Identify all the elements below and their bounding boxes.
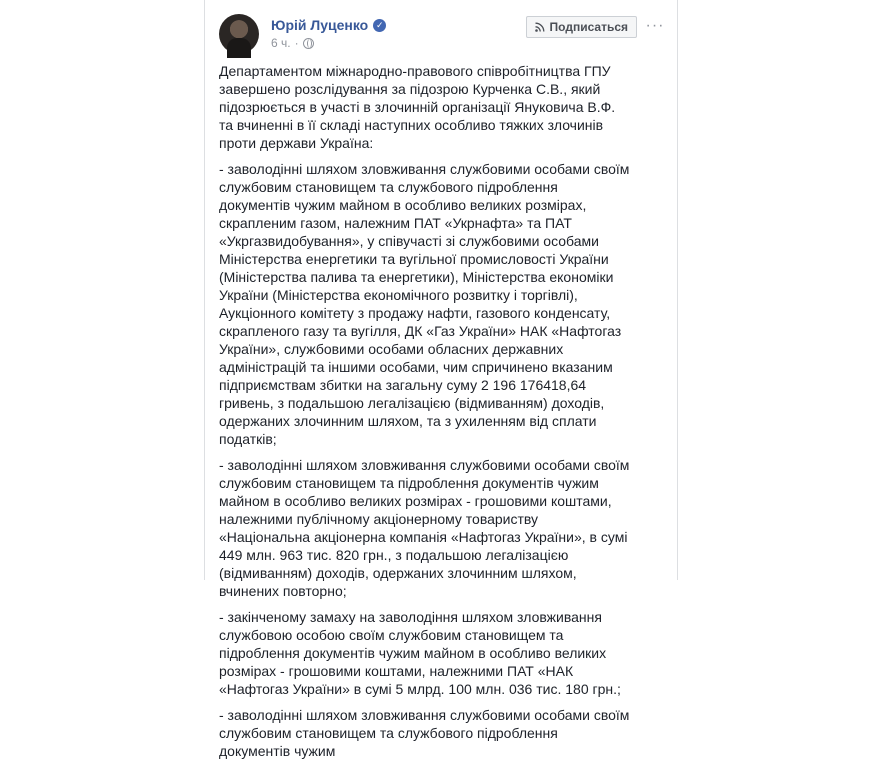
post-paragraph: Департаментом міжнародно-правового співробітництва ГПУ завершено розслідування за підозрою Курченка С.В., який підозрюється в участі в злочинній організації Януковича В.Ф. та вчиненні в її складі наступних особливо тяжких злочинів проти держави Україна: <box>219 63 616 151</box>
subscribe-label: Подписаться <box>549 20 628 34</box>
post-timestamp[interactable]: 6 ч. <box>271 36 291 50</box>
author-name-link[interactable]: Юрій Луценко <box>271 17 369 33</box>
post-paragraph: - заволодінні шляхом зловживання службовими особами своїм службовим становищем та службового підроблення документів чужим майном в особливо великих розмірах, скрапленим газом, належним ПАТ «Укрнафта» та ПАТ «Укргазвидобування», у співучасті зі службовими особами Міністерства енергетики та вугільної промисловості України (Міністерства палива та енергетики), Міністерства економіки України (Міністерства економічного розвитку і торгівлі), Аукціонного комітету з продажу нафти, газового конденсату, скрапленого газу та вугілля, ДК «Газ України» НАК «Нафтогаз України», службовими особами обласних державних адміністрацій та іншими особами, чим спричинено вказаним підприємствам збитки на загальну суму 2 196 176418,64 гривень, з подальшою легалізацією (відмиванням) доходів, одержаних злочинним шляхом, та з ухиленням від сплати податків; <box>219 161 630 447</box>
post-header <box>219 12 665 58</box>
author-avatar[interactable] <box>219 14 259 54</box>
post-paragraph: - заволодінні шляхом зловживання службовими особами своїм службовим становищем та підроблення документів чужим майном в особливо великих розмірах - грошовими коштами, належними публічному акціонерному товариству «Національна акціонерна компанія «Нафтогаз України», в сумі 449 млн. 963 тис. 820 грн., з подальшою легалізацією (відмиванням) доходів, одержаних злочинним шляхом, вчинених повторно; <box>219 457 630 599</box>
subscribe-button[interactable] <box>526 16 637 38</box>
facebook-post-card <box>204 0 678 759</box>
more-options-icon[interactable]: ··· <box>645 17 665 34</box>
post-text <box>219 62 631 768</box>
author-line <box>271 16 386 34</box>
post-paragraph: - закінченому замаху на заволодіння шляхом зловживання службовою особою своїм службовим становищем та підроблення документів чужим майном в особливо великих розмірах - грошовими коштами, належними ПАТ «НАК «Нафтогаз України» в сумі 5 млрд. 100 млн. 036 тис. 180 грн.; <box>219 609 621 697</box>
rss-icon <box>535 22 545 32</box>
meta-separator: · <box>294 36 299 50</box>
post-meta <box>271 36 314 50</box>
verified-badge-icon: ✓ <box>373 19 386 32</box>
post-paragraph: - заволодінні шляхом зловживання службовими особами своїм службовим становищем та службового підроблення документів чужим <box>219 707 630 759</box>
globe-icon[interactable] <box>303 38 314 49</box>
